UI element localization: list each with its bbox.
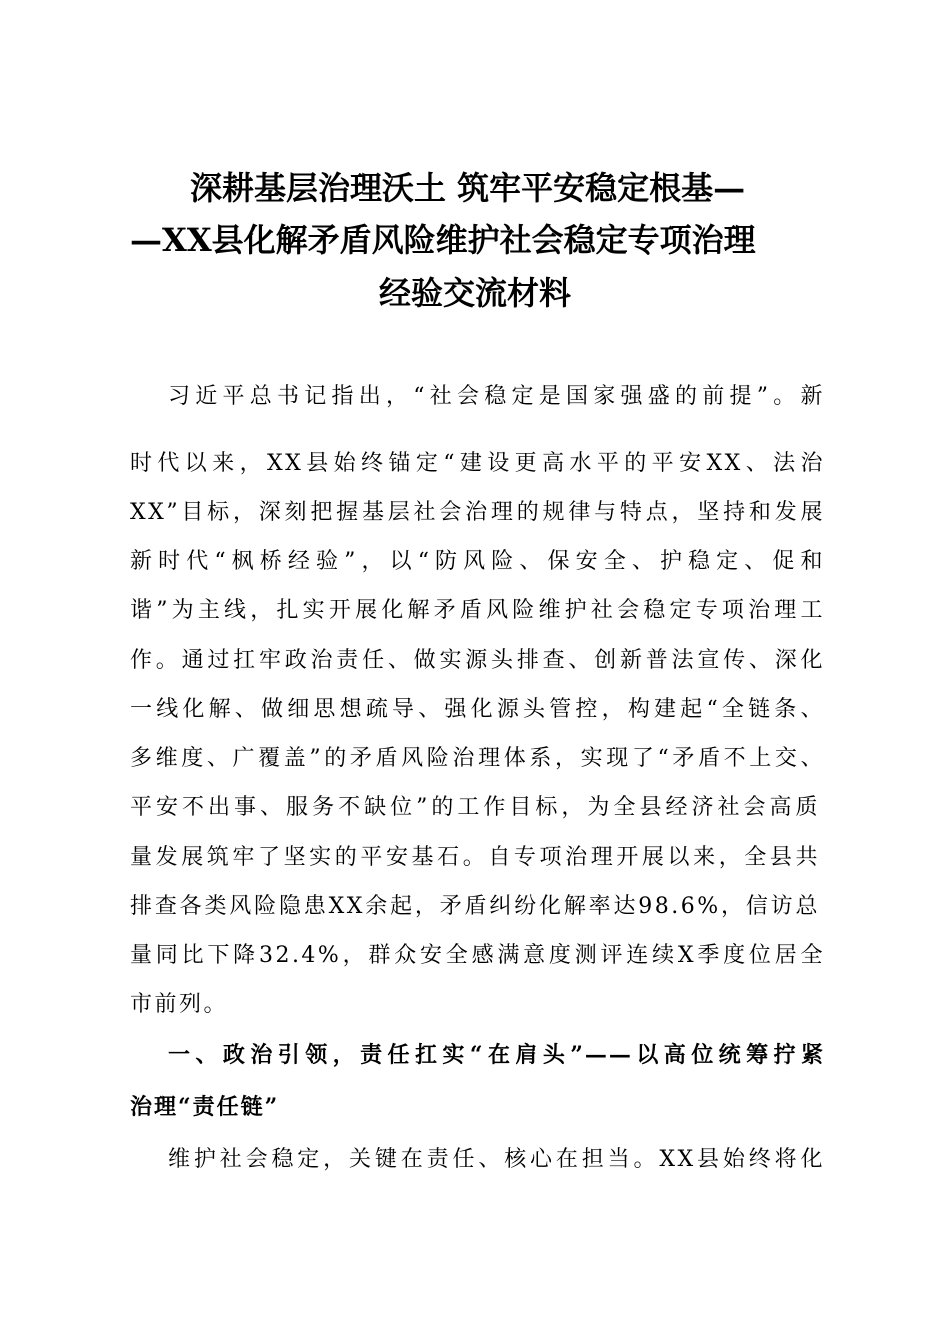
document-title-line-2: —XX县化解矛盾风险维护社会稳定专项治理 — [130, 221, 756, 259]
intro-line: 习近平总书记指出，“社会稳定是国家强盛的前提”。新 — [168, 384, 825, 409]
intro-line: 排查各类风险隐患XX余起，矛盾纠纷化解率达98.6%，信访总 — [130, 894, 820, 919]
intro-line: 一线化解、做细思想疏导、强化源头管控，构建起“全链条、 — [130, 697, 825, 722]
document-title-line-1: 深耕基层治理沃土 筑牢平安稳定根基— — [190, 169, 746, 207]
intro-line: 量同比下降32.4%，群众安全感满意度测评连续X季度位居全 — [130, 943, 825, 968]
section-heading-line: 治理“责任链” — [130, 1094, 280, 1120]
intro-line: 作。通过扛牢政治责任、做实源头排查、创新普法宣传、深化 — [130, 648, 825, 673]
intro-line: 时代以来，XX县始终锚定“建设更高水平的平安XX、法治 — [130, 451, 825, 476]
document-title-line-3: 经验交流材料 — [378, 274, 571, 312]
section-body-line: 维护社会稳定，关键在责任、核心在担当。XX县始终将化 — [168, 1147, 825, 1172]
intro-line: 市前列。 — [130, 992, 229, 1017]
intro-line: 量发展筑牢了坚实的平安基石。自专项治理开展以来，全县共 — [130, 845, 820, 870]
intro-line: 多维度、广覆盖”的矛盾风险治理体系，实现了“矛盾不上交、 — [130, 746, 825, 771]
intro-line: 新时代“枫桥经验”，以“防风险、保安全、护稳定、促和 — [130, 549, 825, 574]
intro-line: 平安不出事、服务不缺位”的工作目标，为全县经济社会高质 — [130, 795, 820, 820]
section-heading-line: 一、政治引领，责任扛实“在肩头”——以高位统筹拧紧 — [168, 1042, 825, 1068]
intro-line: 谐”为主线，扎实开展化解矛盾风险维护社会稳定专项治理工 — [130, 598, 825, 623]
intro-line: XX”目标，深刻把握基层社会治理的规律与特点，坚持和发展 — [130, 500, 825, 525]
